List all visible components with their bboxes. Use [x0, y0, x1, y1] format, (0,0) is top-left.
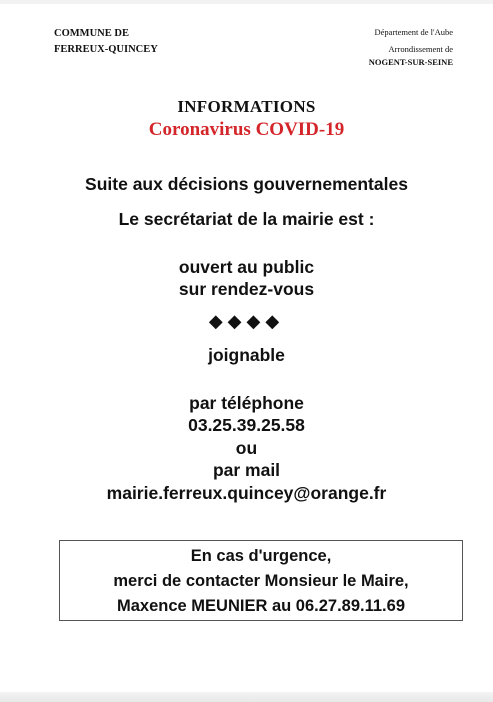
scan-bottom-edge	[0, 692, 493, 702]
open-line-1: ouvert au public	[178, 257, 315, 277]
urgent-line-1: En cas d'urgence,	[190, 547, 332, 565]
by-mail-label: par mail	[212, 460, 281, 480]
or-label: ou	[235, 438, 258, 458]
department-header	[369, 26, 453, 69]
arrondissement-town: NOGENT-SUR-SEINE	[368, 57, 453, 67]
diamond-separator: ◆◆◆◆	[208, 311, 285, 331]
urgent-line-2: merci de contacter Monsieur le Maire,	[113, 572, 409, 590]
scan-top-edge	[0, 0, 493, 4]
notice-title: INFORMATIONS	[177, 97, 316, 116]
commune-line-1: COMMUNE DE	[54, 28, 129, 39]
statement-line: Le secrétariat de la mairie est :	[118, 209, 375, 229]
reachable-line: joignable	[208, 345, 285, 365]
department-label: Département de l'Aube	[374, 27, 453, 37]
notice-subtitle: Coronavirus COVID-19	[148, 119, 345, 140]
open-line-2: sur rendez-vous	[178, 279, 315, 299]
arrondissement-label: Arrondissement de	[388, 44, 453, 54]
phone-number: 03.25.39.25.58	[188, 415, 305, 435]
by-phone-label: par téléphone	[189, 393, 304, 413]
intro-line: Suite aux décisions gouvernementales	[85, 174, 408, 194]
commune-header	[54, 26, 158, 58]
email-address: mairie.ferreux.quincey@orange.fr	[106, 483, 387, 503]
commune-line-2: FERREUX-QUINCEY	[54, 44, 158, 55]
urgent-line-3: Maxence MEUNIER au 06.27.89.11.69	[117, 597, 405, 615]
urgent-contact-box	[59, 540, 463, 621]
